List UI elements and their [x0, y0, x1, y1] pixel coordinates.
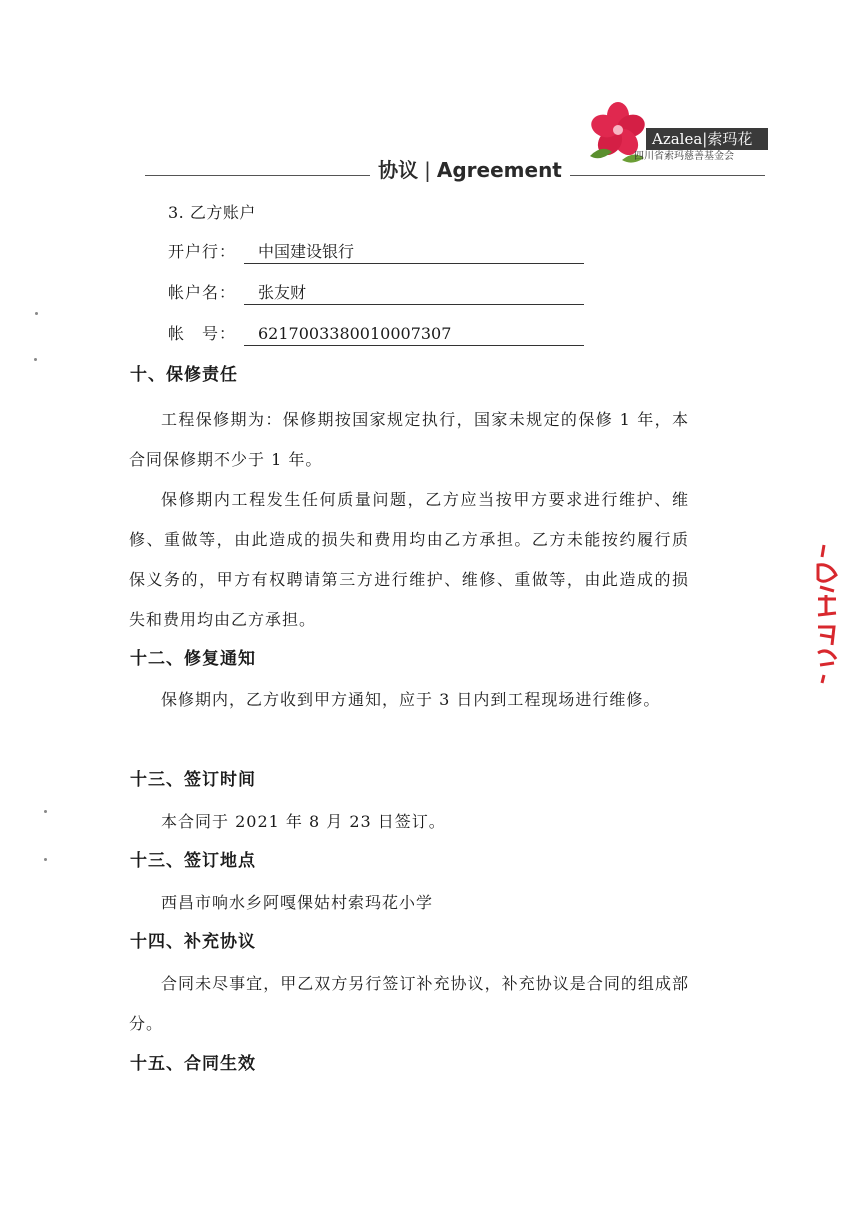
bank-label: 开户行： — [168, 242, 237, 261]
header-title-cn: 协议 — [378, 158, 419, 182]
account-number-value: 6217003380010007307 — [244, 322, 584, 346]
section-sign-place-title: 十三、签订地点 — [130, 851, 256, 871]
section-effect-title: 十五、合同生效 — [130, 1054, 256, 1074]
bank-value: 中国建设银行 — [244, 240, 584, 264]
section-sign-time-p1: 本合同于 2021 年 8 月 23 日签订。 — [161, 812, 446, 831]
section-repair-notice-p1: 保修期内，乙方收到甲方通知，应于 3 日内到工程现场进行维修。 — [161, 690, 661, 709]
section-repair-notice-title: 十二、修复通知 — [130, 649, 256, 669]
section-sign-place-p1: 西昌市响水乡阿嘎倮姑村索玛花小学 — [161, 893, 434, 912]
account-name-label: 帐户名： — [168, 283, 237, 302]
section-sign-time-title: 十三、签订时间 — [130, 770, 256, 790]
partial-seal-stamp — [810, 535, 850, 685]
account-heading: 3. 乙方账户 — [168, 203, 256, 222]
logo-brand-text: Azalea|索玛花 — [646, 128, 768, 150]
header-title — [370, 150, 570, 190]
scan-speck — [44, 858, 47, 861]
section-warranty-title: 十、保修责任 — [130, 365, 238, 385]
scan-speck — [34, 358, 37, 361]
section-supplement-p1: 合同未尽事宜，甲乙双方另行签订补充协议，补充协议是合同的组成部分。 — [129, 974, 689, 1033]
logo-org-name: 四川省索玛慈善基金会 — [634, 151, 734, 162]
scan-speck — [44, 810, 47, 813]
header-separator: | — [424, 158, 431, 182]
header-title-en: Agreement — [436, 158, 562, 182]
scan-speck — [35, 312, 38, 315]
foundation-logo — [582, 100, 782, 180]
section-warranty-p1: 工程保修期为：保修期按国家规定执行，国家未规定的保修 1 年，本合同保修期不少于 1 年。 — [129, 410, 689, 469]
section-supplement-title: 十四、补充协议 — [130, 932, 256, 952]
section-warranty-p2: 保修期内工程发生任何质量问题，乙方应当按甲方要求进行维护、维修、重做等，由此造成的损失和费用均由乙方承担。乙方未能按约履行质保义务的，甲方有权聘请第三方进行维护、维修、重做等，由此造成的损失和费用均由乙方承担。 — [129, 490, 689, 629]
account-number-label: 帐 号： — [168, 324, 237, 343]
account-name-value: 张友财 — [244, 281, 584, 305]
